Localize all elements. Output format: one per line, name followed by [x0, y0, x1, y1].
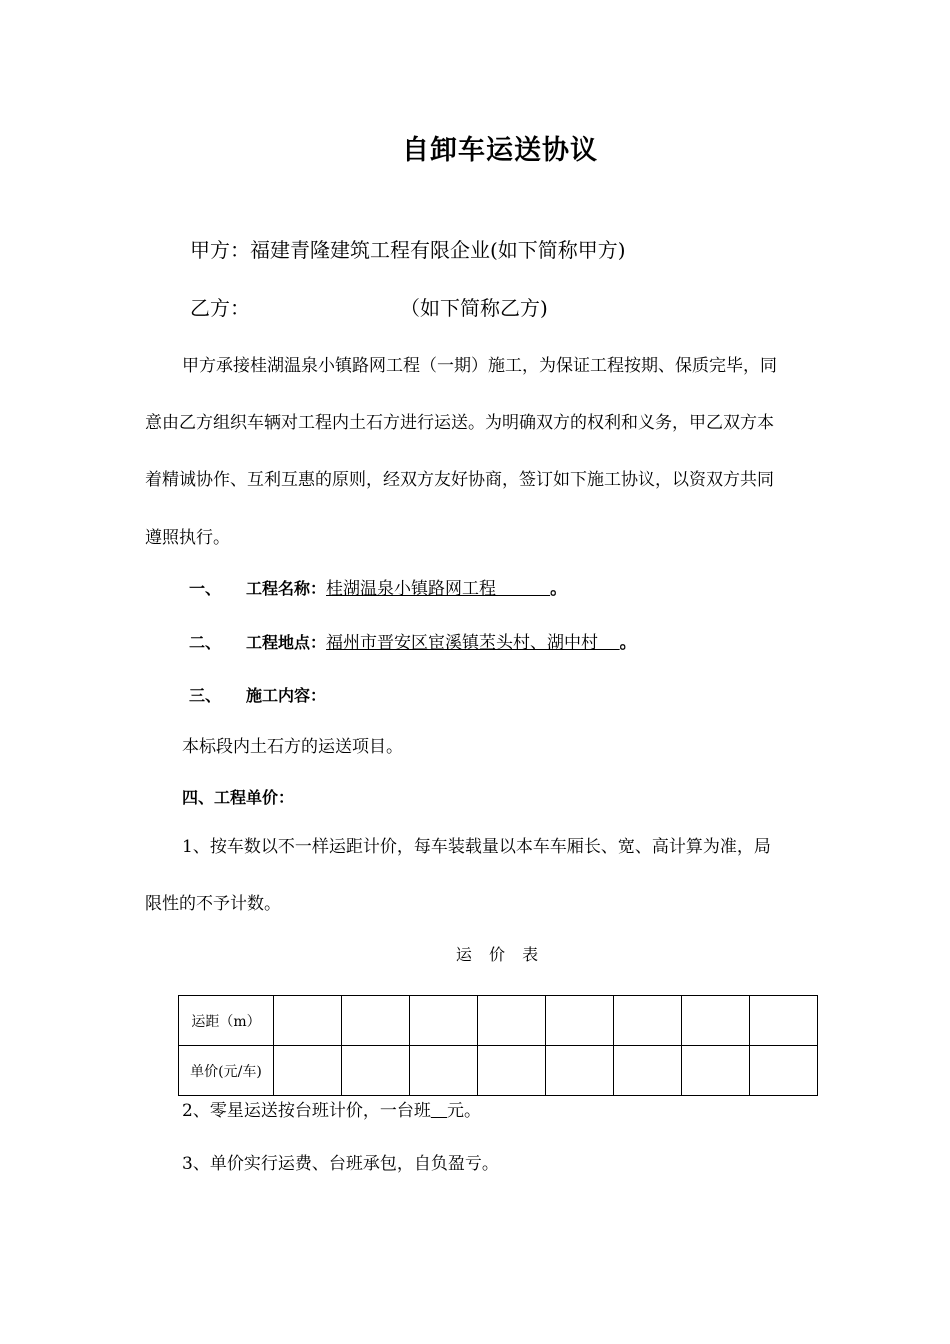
item-project-name	[189, 575, 567, 603]
table-cell	[410, 1046, 478, 1096]
item-label: 施工内容：	[246, 686, 327, 705]
item-end: 。	[619, 633, 637, 653]
rule-1-line-2: 限性的不予计数。	[145, 894, 281, 914]
intro-line-3: 着精诚协作、互利互惠的原则，经双方友好协商，签订如下施工协议，以资双方共同	[145, 470, 774, 490]
item-value: 桂湖温泉小镇路网工程	[326, 579, 551, 599]
table-cell	[614, 1046, 682, 1096]
party-b-line	[190, 294, 548, 322]
table-cell	[274, 996, 342, 1046]
table-row-header: 单价(元/车)	[179, 1046, 274, 1096]
table-cell	[410, 996, 478, 1046]
table-cell	[750, 996, 818, 1046]
table-cell	[682, 996, 750, 1046]
party-b-suffix: （如下简称乙方)	[400, 296, 548, 320]
section-4-heading: 四、工程单价：	[182, 788, 295, 807]
rule-2-suffix: 元。	[447, 1101, 482, 1121]
rule-2-blank	[431, 1101, 447, 1121]
table-row-distance	[179, 996, 818, 1046]
party-a-line: 甲方：福建青隆建筑工程有限企业(如下简称甲方)	[190, 238, 626, 262]
table-cell	[478, 996, 546, 1046]
table-row-price	[179, 1046, 818, 1096]
document-title: 自卸车运送协议	[402, 135, 598, 166]
rule-1-line-1: 1、按车数以不一样运距计价，每车装载量以本车车厢长、宽、高计算为准，局	[182, 837, 771, 857]
item-project-location	[189, 629, 637, 657]
rule-2	[182, 1097, 902, 1125]
table-cell	[546, 996, 614, 1046]
table-row-header: 运距（m）	[179, 996, 274, 1046]
table-cell	[274, 1046, 342, 1096]
party-b-label: 乙方：	[190, 296, 250, 320]
table-cell	[614, 996, 682, 1046]
item-end: 。	[550, 579, 568, 599]
rate-table-title: 运 价 表	[455, 945, 545, 964]
item-label: 工程名称：	[246, 579, 327, 598]
table-cell	[546, 1046, 614, 1096]
item-value: 福州市晋安区宦溪镇苤头村、湖中村	[326, 633, 620, 653]
table-cell	[682, 1046, 750, 1096]
table-cell	[478, 1046, 546, 1096]
item-number: 二、	[189, 633, 222, 652]
item-number: 一、	[189, 579, 222, 598]
table-cell	[750, 1046, 818, 1096]
intro-line-4: 遵照执行。	[145, 528, 230, 548]
rule-2-prefix: 2、零星运送按台班计价，一台班	[182, 1101, 431, 1121]
table-cell	[342, 996, 410, 1046]
intro-line-1: 甲方承接桂湖温泉小镇路网工程（一期）施工，为保证工程按期、保质完毕，同	[182, 356, 777, 376]
item-label: 工程地点：	[246, 633, 327, 652]
rate-table	[178, 995, 818, 1096]
item-construction-scope	[189, 682, 326, 710]
table-cell	[342, 1046, 410, 1096]
intro-line-2: 意由乙方组织车辆对工程内土石方进行运送。为明确双方的权利和义务，甲乙双方本	[145, 413, 774, 433]
rule-3: 3、单价实行运费、台班承包，自负盈亏。	[182, 1154, 499, 1174]
item-number: 三、	[189, 686, 222, 705]
scope-text: 本标段内土石方的运送项目。	[182, 737, 403, 757]
